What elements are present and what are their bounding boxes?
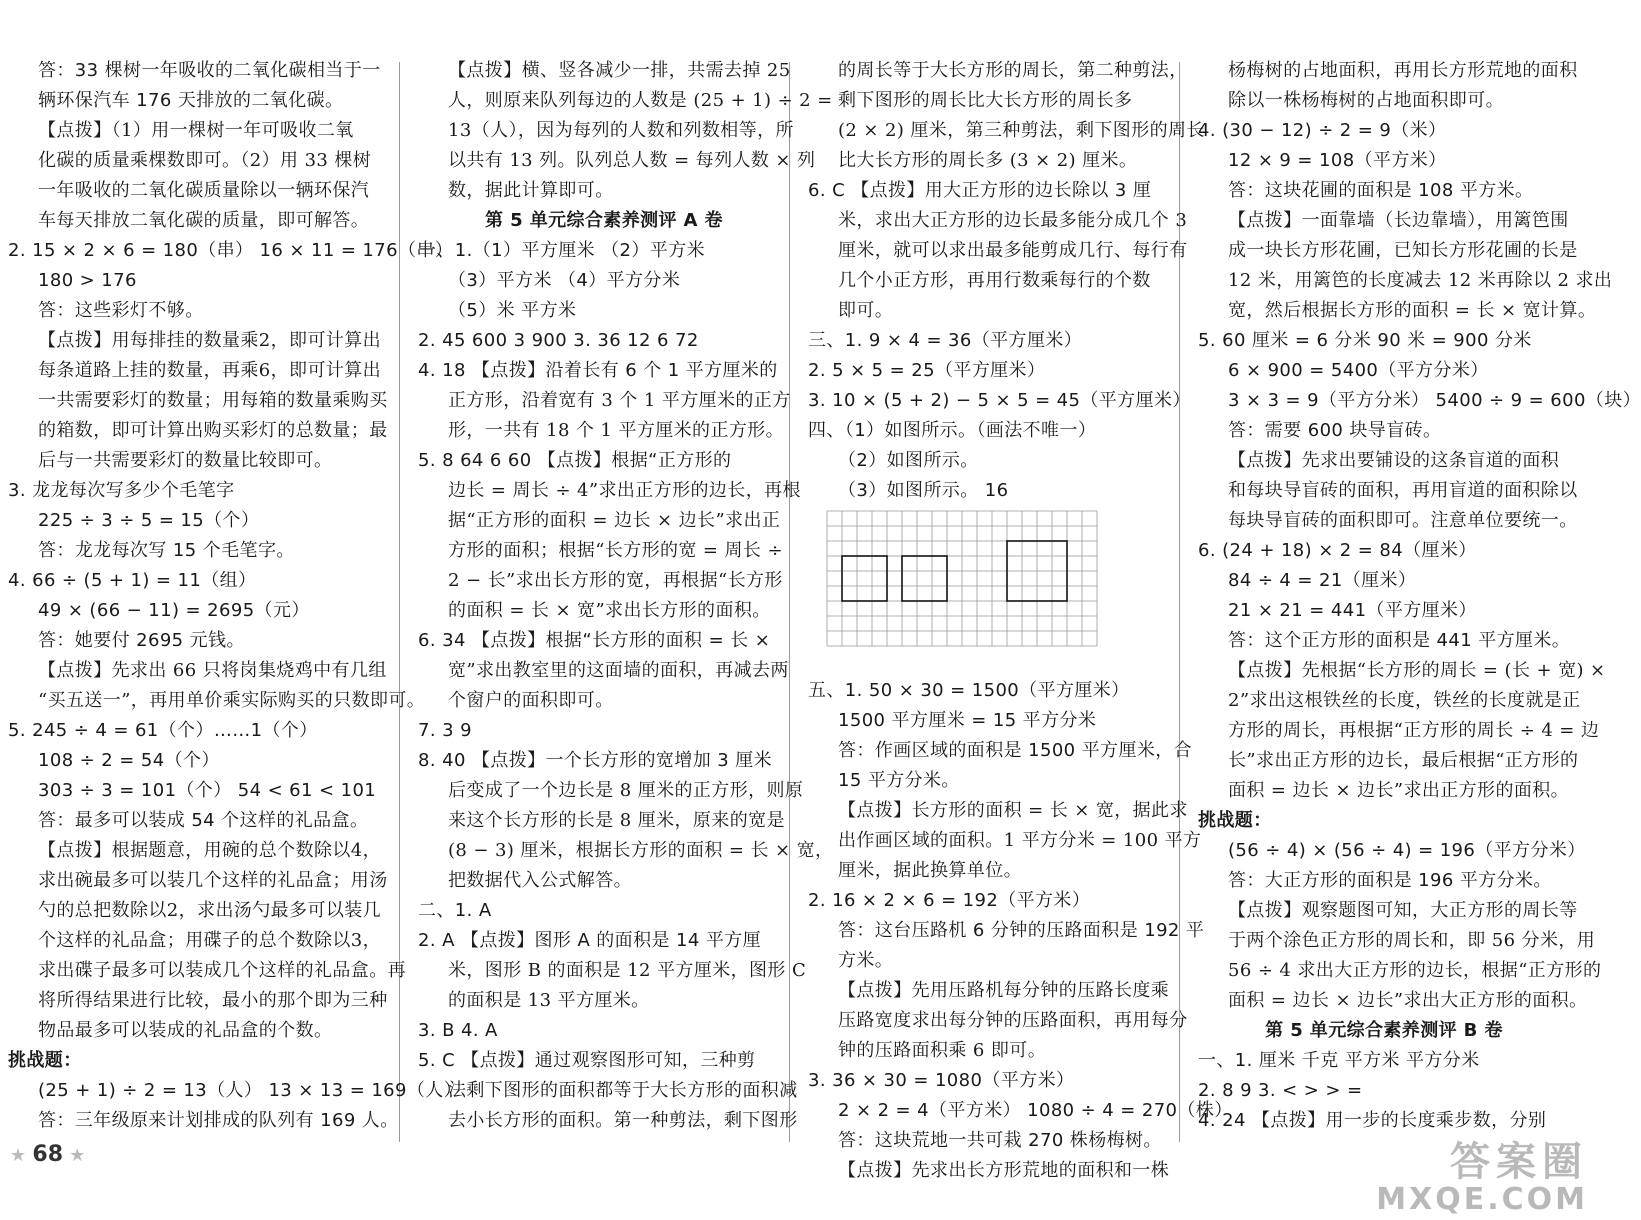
answer-line: 米，求出大正方形的边长最多能分成几个 3 — [838, 210, 1188, 231]
answer-line: 【点拨】横、竖各减少一排，共需去掉 25 — [448, 60, 791, 81]
square-figure-2 — [902, 556, 947, 601]
answer-line: 的箱数，即可计算出购买彩灯的总数量；最 — [38, 420, 388, 441]
square-figure-1 — [842, 556, 887, 601]
answer-line: 出作画区域的面积。1 平方分米 = 100 平方 — [838, 830, 1202, 851]
answer-line: 将所得结果进行比较，最小的那个即为三种 — [38, 990, 388, 1011]
answer-line: 2. 8 9 3. < > > = — [1198, 1080, 1363, 1101]
answer-line: 3. B 4. A — [418, 1020, 498, 1041]
page-number: ★ 68 ★ — [10, 1142, 86, 1167]
answer-line: 2”求出这根铁丝的长度，铁丝的长度就是正 — [1228, 690, 1581, 711]
answer-line: 答：33 棵树一年吸收的二氧化碳相当于一 — [38, 60, 381, 81]
answer-line: 【点拨】先求出 66 只将岗集烧鸡中有几组 — [38, 660, 387, 681]
answer-line: 面积 = 边长 × 边长”求出大正方形的面积。 — [1228, 990, 1588, 1011]
answer-line: 成一块长方形花圃，已知长方形花圃的长是 — [1228, 240, 1578, 261]
watermark-line-2: MXQE.COM — [1376, 1182, 1588, 1217]
answer-line: 4. 66 ÷ (5 + 1) = 11（组） — [8, 570, 257, 591]
answer-line: 3. 36 × 30 = 1080（平方米） — [808, 1070, 1075, 1091]
answer-line: 挑战题： — [1198, 810, 1272, 831]
answer-line: 303 ÷ 3 = 101（个） 54 < 61 < 101 — [38, 780, 377, 801]
answer-line: 三、1. 9 × 4 = 36（平方厘米） — [808, 330, 1083, 351]
answer-line: 压路宽度求出每分钟的压路面积，再用每分 — [838, 1010, 1188, 1031]
answer-line: 来这个长方形的长是 8 厘米，原来的宽是 — [448, 810, 785, 831]
answer-line: 求出碗最多可以装几个这样的礼品盒；用汤 — [38, 870, 388, 891]
answer-line: 辆环保汽车 176 天排放的二氧化碳。 — [38, 90, 344, 111]
section-heading: 第 5 单元综合素养测评 B 卷 — [1265, 1020, 1503, 1041]
answer-line: 13（人），因为每列的人数和列数相等，所 — [448, 120, 794, 141]
answer-line: 五、1. 50 × 30 = 1500（平方厘米） — [808, 680, 1130, 701]
answer-line: 答：这些彩灯不够。 — [38, 300, 204, 321]
answer-line: 一共需要彩灯的数量；用每箱的数量乘购买 — [38, 390, 388, 411]
answer-line: 2. A 【点拨】图形 A 的面积是 14 平方厘 — [418, 930, 762, 951]
answer-line: 挑战题： — [8, 1050, 82, 1071]
answer-line: 边长 = 周长 ÷ 4”求出正方形的边长，再根 — [448, 480, 801, 501]
answer-line: 答：这块花圃的面积是 108 平方米。 — [1228, 180, 1534, 201]
answer-line: 化碳的质量乘棵数即可。（2）用 33 棵树 — [38, 150, 372, 171]
answer-line: 答：这台压路机 6 分钟的压路面积是 192 平 — [838, 920, 1205, 941]
grid-figure — [826, 510, 1098, 647]
answer-line: 后与一共需要彩灯的数量比较即可。 — [38, 450, 333, 471]
answer-line: 车每天排放二氧化碳的质量，即可解答。 — [38, 210, 370, 231]
answer-line: 3. 龙龙每次写多少个毛笔字 — [8, 480, 235, 501]
answer-line: 5. 8 64 6 60 【点拨】根据“正方形的 — [418, 450, 732, 471]
answer-line: 答：这块荒地一共可栽 270 株杨梅树。 — [838, 1130, 1162, 1151]
answer-column-2 — [418, 56, 834, 1136]
answer-line: 厘米，就可以求出最多能剪成几行、每行有 — [838, 240, 1188, 261]
answer-line: 方形的面积；根据“长方形的宽 = 周长 ÷ — [448, 540, 783, 561]
answer-line: 5. C 【点拨】通过观察图形可知，三种剪 — [418, 1050, 756, 1071]
answer-line: 108 ÷ 2 = 54（个） — [38, 750, 220, 771]
answer-line: 的面积是 13 平方厘米。 — [448, 990, 650, 1011]
answer-line: 6. 34 【点拨】根据“长方形的面积 = 长 × — [418, 630, 771, 651]
answer-line: 【点拨】先用压路机每分钟的压路长度乘 — [838, 980, 1170, 1001]
answer-line: 厘米，据此换算单位。 — [838, 860, 1022, 881]
answer-line: (8 − 3) 厘米，根据长方形的面积 = 长 × 宽， — [448, 840, 834, 861]
answer-column-4 — [1198, 56, 1641, 1136]
answer-line: 15 平方分米。 — [838, 770, 960, 791]
grid-diagram — [826, 510, 1180, 670]
answer-line: 形，一共有 18 个 1 平方厘米的正方形。 — [448, 420, 785, 441]
answer-line: 答：龙龙每次写 15 个毛笔字。 — [38, 540, 295, 561]
answer-line: 一、1.（1）平方厘米 （2）平方米 — [418, 240, 705, 261]
answer-line: (2 × 2) 厘米，第三种剪法，剩下图形的周长 — [838, 120, 1205, 141]
answer-line: (56 ÷ 4) × (56 ÷ 4) = 196（平方分米） — [1228, 840, 1586, 861]
answer-line: 225 ÷ 3 ÷ 5 = 15（个） — [38, 510, 260, 531]
answer-line: 7. 3 9 — [418, 720, 472, 741]
answer-line: 二、1. A — [418, 900, 492, 921]
answer-line: 方形的周长，再根据“正方形的周长 ÷ 4 = 边 — [1228, 720, 1600, 741]
answer-line: 去小长方形的面积。第一种剪法，剩下图形 — [448, 1110, 798, 1131]
answer-line: 即可。 — [838, 300, 894, 321]
answer-line: 数，据此计算即可。 — [448, 180, 614, 201]
answer-line: 每条道路上挂的数量，再乘6，即可计算出 — [38, 360, 382, 381]
answer-line: 方米。 — [838, 950, 894, 971]
answer-line: 除以一株杨梅树的占地面积即可。 — [1228, 90, 1504, 111]
answer-line: 4. 24 【点拨】用一步的长度乘步数，分别 — [1198, 1110, 1547, 1131]
answer-line: （5）米 平方米 — [448, 300, 577, 321]
answer-line: （2）如图所示。 — [838, 450, 979, 471]
answer-line: 四、（1）如图所示。（画法不唯一） — [808, 420, 1097, 441]
answer-line: 答：她要付 2695 元钱。 — [38, 630, 245, 651]
answer-line: 【点拨】先求出长方形荒地的面积和一株 — [838, 1160, 1170, 1181]
answer-line: 1500 平方厘米 = 15 平方分米 — [838, 710, 1097, 731]
answer-line: 法剩下图形的面积都等于大长方形的面积减 — [448, 1080, 798, 1101]
answer-line: 2 × 2 = 4（平方米） 1080 ÷ 4 = 270（株） — [838, 1100, 1233, 1121]
answer-line: 2. 45 600 3 900 3. 36 12 6 72 — [418, 330, 699, 351]
answer-line: 面积 = 边长 × 边长”求出正方形的面积。 — [1228, 780, 1570, 801]
watermark-line-1: 答案圈 — [1450, 1139, 1588, 1185]
answer-line: 【点拨】先根据“长方形的周长 = (长 + 宽) × — [1228, 660, 1606, 681]
answer-line: 物品最多可以装成的礼品盒的个数。 — [38, 1020, 333, 1041]
answer-line: 一年吸收的二氧化碳质量除以一辆环保汽 — [38, 180, 370, 201]
answer-line: 【点拨】长方形的面积 = 长 × 宽，据此求 — [838, 800, 1188, 821]
star-icon: ★ — [63, 1145, 86, 1166]
answer-line: 2 − 长”求出长方形的宽，再根据“长方形 — [448, 570, 783, 591]
answer-line: 每块导盲砖的面积即可。注意单位要统一。 — [1228, 510, 1578, 531]
answer-line: 把数据代入公式解答。 — [448, 870, 632, 891]
answer-line: 4. (30 − 12) ÷ 2 = 9（米） — [1198, 120, 1447, 141]
answer-line: 2. 16 × 2 × 6 = 192（平方米） — [808, 890, 1091, 911]
answer-line: 【点拨】用每排挂的数量乘2，即可计算出 — [38, 330, 382, 351]
section-heading: 第 5 单元综合素养测评 A 卷 — [485, 210, 723, 231]
answer-line: 4. 18 【点拨】沿着长有 6 个 1 平方厘米的 — [418, 360, 778, 381]
answer-line: 求出碟子最多可以装成几个这样的礼品盒。再 — [38, 960, 406, 981]
answer-line: 2. 5 × 5 = 25（平方厘米） — [808, 360, 1046, 381]
answer-line: 3 × 3 = 9（平方分米） 5400 ÷ 9 = 600（块） — [1228, 390, 1641, 411]
answer-line: 剩下图形的周长比大长方形的周长多 — [838, 90, 1133, 111]
answer-line: 答：最多可以装成 54 个这样的礼品盒。 — [38, 810, 369, 831]
answer-line: 【点拨】先求出要铺设的这条盲道的面积 — [1228, 450, 1560, 471]
answer-line: 几个小正方形，再用行数乘每行的个数 — [838, 270, 1151, 291]
answer-line: 宽，然后根据长方形的面积 = 长 × 宽计算。 — [1228, 300, 1597, 321]
answer-line: “买五送一”，再用单价乘实际购买的只数即可。 — [38, 690, 426, 711]
answer-line: 3. 10 × (5 + 2) − 5 × 5 = 45（平方厘米） — [808, 390, 1191, 411]
answer-line: 答：三年级原来计划排成的队列有 169 人。 — [38, 1110, 399, 1131]
answer-line: 比大长方形的周长多 (3 × 2) 厘米。 — [838, 150, 1138, 171]
answer-line: 长”求出正方形的边长，最后根据“正方形的 — [1228, 750, 1579, 771]
answer-line: 答：大正方形的面积是 196 平方分米。 — [1228, 870, 1552, 891]
answer-line: 人，则原来队列每边的人数是 (25 + 1) ÷ 2 = — [448, 90, 833, 111]
answer-line: 【点拨】根据题意，用碗的总个数除以4， — [38, 840, 382, 861]
answer-line: 后变成了一个边长是 8 厘米的正方形，则原 — [448, 780, 804, 801]
answer-line: 【点拨】观察题图可知，大正方形的周长等 — [1228, 900, 1578, 921]
answer-line: 于两个涂色正方形的周长和，即 56 分米，用 — [1228, 930, 1596, 951]
answer-line: 的周长等于大长方形的周长，第二种剪法， — [838, 60, 1188, 81]
answer-line: 56 ÷ 4 求出大正方形的边长，根据“正方形的 — [1228, 960, 1602, 981]
answer-line: 180 > 176 — [38, 270, 137, 291]
answer-line: 据“正方形的面积 = 边长 × 边长”求出正 — [448, 510, 781, 531]
answer-column-3 — [808, 56, 1233, 1186]
answer-line: 84 ÷ 4 = 21（厘米） — [1228, 570, 1417, 591]
answer-line: 8. 40 【点拨】一个长方形的宽增加 3 厘米 — [418, 750, 773, 771]
answer-line: 米，图形 B 的面积是 12 平方厘米，图形 C — [448, 960, 807, 981]
answer-line: 5. 245 ÷ 4 = 61（个）……1（个） — [8, 720, 318, 741]
answer-line: 一、1. 厘米 千克 平方米 平方分米 — [1198, 1050, 1480, 1071]
answer-line: 5. 60 厘米 = 6 分米 90 米 = 900 分米 — [1198, 330, 1532, 351]
answer-line: 正方形，沿着宽有 3 个 1 平方厘米的正方 — [448, 390, 791, 411]
answer-line: 以共有 13 列。队列总人数 = 每列人数 × 列 — [448, 150, 816, 171]
answer-line: 和每块导盲砖的面积，再用盲道的面积除以 — [1228, 480, 1578, 501]
answer-line: 答：这个正方形的面积是 441 平方厘米。 — [1228, 630, 1571, 651]
answer-line: 个窗户的面积即可。 — [448, 690, 614, 711]
answer-line: 钟的压路面积乘 6 即可。 — [838, 1040, 1047, 1061]
answer-line: 【点拨】（1）用一棵树一年可吸收二氧 — [38, 120, 354, 141]
star-icon: ★ — [10, 1145, 33, 1166]
answer-line: 的面积 = 长 × 宽”求出长方形的面积。 — [448, 600, 771, 621]
watermark — [1376, 1140, 1588, 1216]
answer-line: 6. C 【点拨】用大正方形的边长除以 3 厘 — [808, 180, 1152, 201]
answer-line: （3）平方米 （4）平方分米 — [448, 270, 681, 291]
answer-line: 杨梅树的占地面积，再用长方形荒地的面积 — [1228, 60, 1578, 81]
answer-line: 宽”求出教室里的这面墙的面积，再减去两 — [448, 660, 789, 681]
answer-line: 12 × 9 = 108（平方米） — [1228, 150, 1447, 171]
answer-line: 6 × 900 = 5400（平方分米） — [1228, 360, 1489, 381]
answer-line: 49 × (66 − 11) = 2695（元） — [38, 600, 310, 621]
answer-line: 答：作画区域的面积是 1500 平方厘米，合 — [838, 740, 1193, 761]
answer-line: 勺的总把数除以2，求出汤勺最多可以装几 — [38, 900, 382, 921]
answer-line: 2. 15 × 2 × 6 = 180（串） 16 × 11 = 176（串） — [8, 240, 454, 261]
answer-line: （3）如图所示。 16 — [838, 480, 1009, 501]
answer-line: 【点拨】一面靠墙（长边靠墙），用篱笆围 — [1228, 210, 1569, 231]
answer-line: 6. (24 + 18) × 2 = 84（厘米） — [1198, 540, 1477, 561]
answer-line: 12 米，用篱笆的长度减去 12 米再除以 2 求出 — [1228, 270, 1613, 291]
answer-line: 个这样的礼品盒；用碟子的总个数除以3， — [38, 930, 382, 951]
answer-line: 答：需要 600 块导盲砖。 — [1228, 420, 1442, 441]
answer-line: 21 × 21 = 441（平方厘米） — [1228, 600, 1477, 621]
answer-line: (25 + 1) ÷ 2 = 13（人） 13 × 13 = 169（人） — [38, 1080, 463, 1101]
